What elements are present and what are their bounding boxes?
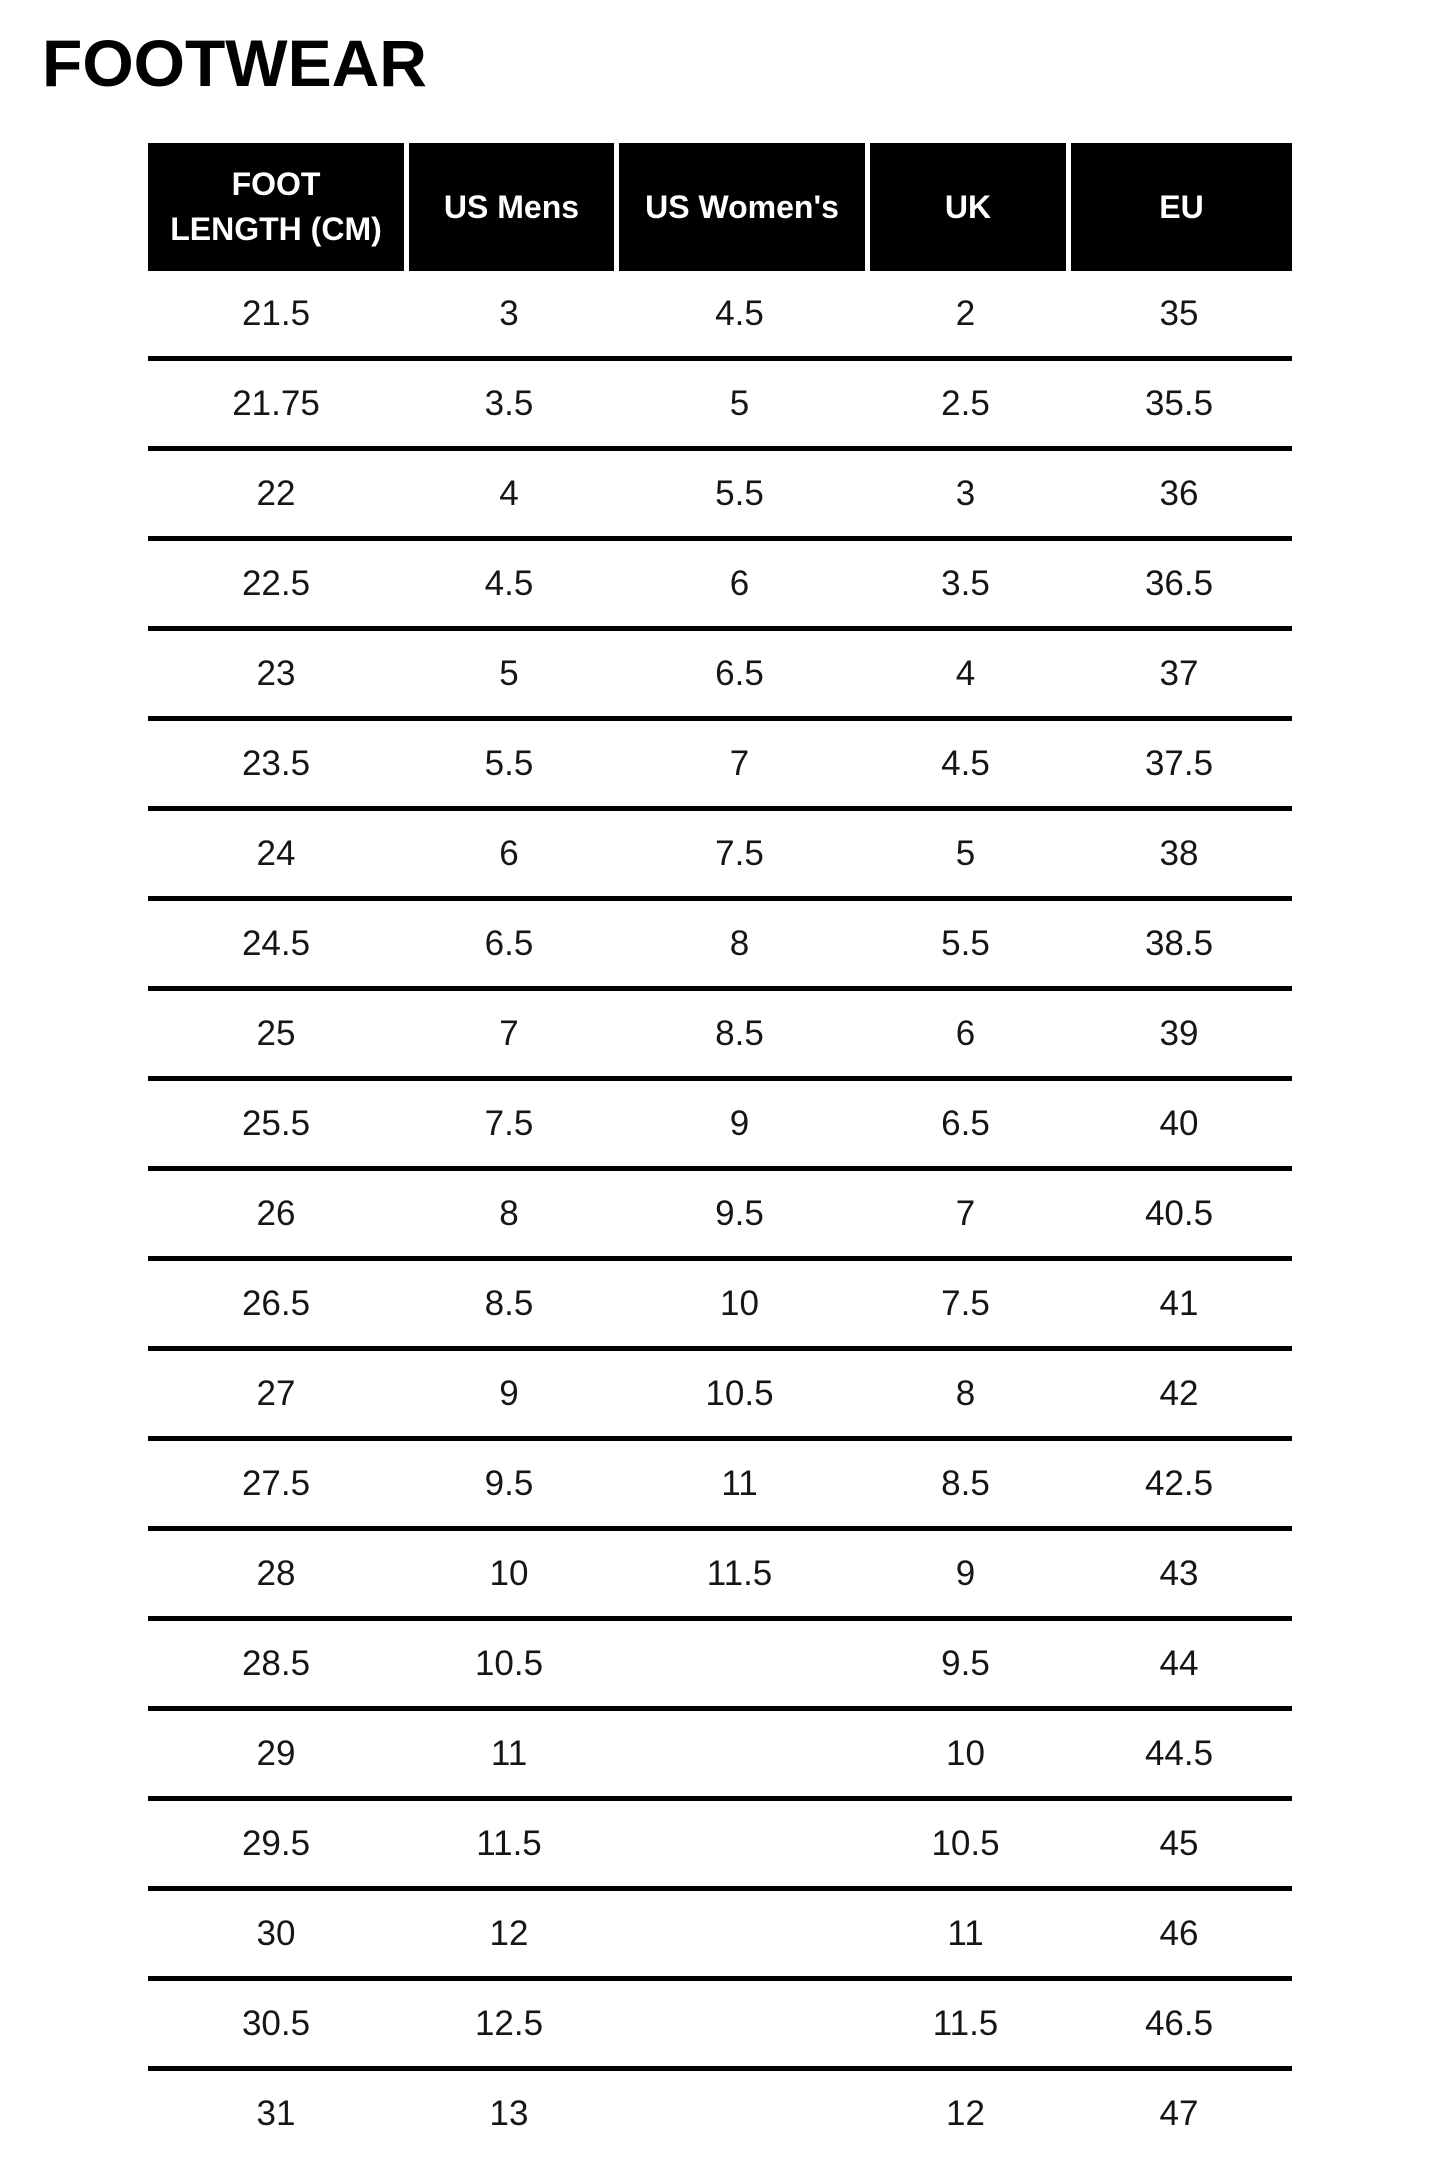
- table-row: [148, 361, 1292, 451]
- table-cell: 5: [955, 833, 976, 873]
- table-cell: 5.5: [715, 473, 764, 513]
- table-cell: 47: [1159, 2093, 1199, 2133]
- table-cell: 10: [720, 1283, 759, 1323]
- table-cell: 10: [489, 1553, 529, 1593]
- table-cell: 6.5: [941, 1103, 990, 1143]
- table-cell: 9.5: [941, 1643, 990, 1683]
- table-cell: 9: [499, 1373, 519, 1413]
- footwear-size-table: [148, 143, 1292, 2156]
- table-cell: [614, 1621, 865, 1706]
- table-cell: 10.5: [931, 1823, 1000, 1863]
- table-cell: 25.5: [241, 1103, 311, 1143]
- table-cell: 42.5: [1144, 1463, 1214, 1503]
- table-cell: 10.5: [474, 1643, 544, 1683]
- table-row: [148, 2071, 1292, 2156]
- table-cell: 24.5: [241, 923, 311, 963]
- table-cell: 38.5: [1144, 923, 1214, 963]
- table-row: [148, 1981, 1292, 2071]
- table-row: [148, 1441, 1292, 1531]
- table-cell: 3.5: [484, 383, 534, 423]
- table-cell: 39: [1159, 1013, 1199, 1053]
- table-cell: 9.5: [715, 1193, 764, 1233]
- table-cell: 2.5: [941, 383, 990, 423]
- table-cell: 7.5: [941, 1283, 990, 1323]
- table-cell: 11: [721, 1463, 758, 1503]
- table-cell: 7.5: [715, 833, 764, 873]
- table-row: [148, 1261, 1292, 1351]
- table-cell: 3.5: [941, 563, 990, 603]
- table-cell: 28: [256, 1553, 296, 1593]
- table-cell: 26.5: [241, 1283, 311, 1323]
- table-row: [148, 631, 1292, 721]
- table-row: [148, 541, 1292, 631]
- table-cell: 4.5: [715, 293, 764, 333]
- table-cell: 42: [1159, 1373, 1199, 1413]
- table-cell: 44.5: [1144, 1733, 1214, 1773]
- table-cell: 8.5: [715, 1013, 764, 1053]
- table-cell: 46.5: [1144, 2003, 1214, 2043]
- table-cell: 5.5: [484, 743, 534, 783]
- table-row: [148, 1621, 1292, 1711]
- table-cell: 21.5: [241, 293, 311, 333]
- column-header-uk: UK: [865, 143, 1066, 271]
- table-cell: 29: [256, 1733, 296, 1773]
- table-cell: 6: [729, 563, 750, 603]
- table-header-row: [148, 143, 1292, 271]
- column-header-us-mens: US Mens: [404, 143, 614, 271]
- table-cell: 5.5: [941, 923, 990, 963]
- table-cell: 3: [955, 473, 976, 513]
- table-cell: 28.5: [241, 1643, 311, 1683]
- table-cell: 37: [1159, 653, 1199, 693]
- table-cell: 10: [946, 1733, 985, 1773]
- table-cell: 8: [499, 1193, 519, 1233]
- table-cell: 27: [256, 1373, 296, 1413]
- table-cell: 31: [256, 2093, 296, 2133]
- table-cell: 23.5: [241, 743, 311, 783]
- table-cell: 7: [729, 743, 750, 783]
- table-body: [148, 271, 1292, 2156]
- table-cell: 11.5: [706, 1553, 773, 1593]
- table-cell: 5: [729, 383, 750, 423]
- table-cell: 43: [1159, 1553, 1199, 1593]
- table-cell: 40.5: [1144, 1193, 1214, 1233]
- column-header-us-womens: US Women's: [614, 143, 865, 271]
- table-cell: 35.5: [1144, 383, 1214, 423]
- table-cell: 22: [256, 473, 296, 513]
- table-cell: [614, 1891, 865, 1976]
- table-cell: 3: [499, 293, 519, 333]
- table-cell: [614, 2071, 865, 2156]
- table-cell: 36: [1159, 473, 1199, 513]
- table-cell: 11.5: [932, 2003, 999, 2043]
- table-cell: 8.5: [941, 1463, 990, 1503]
- table-row: [148, 991, 1292, 1081]
- table-cell: 25: [256, 1013, 296, 1053]
- table-row: [148, 1531, 1292, 1621]
- table-cell: 7: [499, 1013, 519, 1053]
- table-cell: 26: [256, 1193, 296, 1233]
- table-cell: 11.5: [476, 1823, 542, 1863]
- table-cell: 2: [955, 293, 976, 333]
- table-cell: 4: [499, 473, 519, 513]
- table-cell: 11: [947, 1913, 984, 1953]
- table-cell: 4.5: [484, 563, 534, 603]
- table-cell: 6.5: [484, 923, 534, 963]
- table-cell: 11: [490, 1733, 528, 1773]
- table-cell: 4: [955, 653, 976, 693]
- page-title: FOOTWEAR: [42, 26, 427, 100]
- table-row: [148, 1891, 1292, 1981]
- table-row: [148, 721, 1292, 811]
- table-cell: 12.5: [474, 2003, 544, 2043]
- table-cell: 40: [1159, 1103, 1199, 1143]
- table-cell: 45: [1159, 1823, 1199, 1863]
- table-cell: 27.5: [241, 1463, 311, 1503]
- table-cell: 24: [256, 833, 296, 873]
- table-cell: 6.5: [715, 653, 764, 693]
- table-row: [148, 1171, 1292, 1261]
- table-cell: 36.5: [1144, 563, 1214, 603]
- table-cell: 6: [499, 833, 519, 873]
- table-cell: 9.5: [484, 1463, 534, 1503]
- table-cell: 6: [955, 1013, 976, 1053]
- table-cell: 12: [489, 1913, 529, 1953]
- table-cell: 46: [1159, 1913, 1199, 1953]
- table-cell: 29.5: [241, 1823, 311, 1863]
- table-cell: 12: [946, 2093, 985, 2133]
- table-cell: 37.5: [1144, 743, 1214, 783]
- table-row: [148, 1351, 1292, 1441]
- table-cell: 23: [256, 653, 296, 693]
- table-cell: 9: [729, 1103, 750, 1143]
- table-cell: 44: [1159, 1643, 1199, 1683]
- table-row: [148, 901, 1292, 991]
- table-cell: 22.5: [241, 563, 311, 603]
- table-row: [148, 271, 1292, 361]
- table-cell: 9: [955, 1553, 976, 1593]
- table-cell: 13: [489, 2093, 529, 2133]
- column-header-foot-length-cm: FOOT LENGTH (CM): [148, 143, 404, 271]
- column-header-eu: EU: [1066, 143, 1292, 271]
- table-cell: 38: [1159, 833, 1199, 873]
- table-cell: 8: [955, 1373, 976, 1413]
- table-cell: 7.5: [484, 1103, 534, 1143]
- table-row: [148, 1801, 1292, 1891]
- table-cell: 30: [256, 1913, 296, 1953]
- table-cell: 8.5: [484, 1283, 534, 1323]
- table-cell: 5: [499, 653, 519, 693]
- table-row: [148, 1081, 1292, 1171]
- table-row: [148, 1711, 1292, 1801]
- table-cell: 35: [1159, 293, 1199, 333]
- table-cell: 30.5: [241, 2003, 311, 2043]
- table-cell: 8: [729, 923, 750, 963]
- table-cell: 21.75: [232, 383, 320, 423]
- table-cell: 7: [955, 1193, 976, 1233]
- table-cell: [614, 1981, 865, 2066]
- table-row: [148, 451, 1292, 541]
- table-row: [148, 811, 1292, 901]
- table-cell: 41: [1159, 1283, 1199, 1323]
- table-cell: 4.5: [941, 743, 990, 783]
- table-cell: 10.5: [705, 1373, 774, 1413]
- table-cell: [614, 1801, 865, 1886]
- table-cell: [614, 1711, 865, 1796]
